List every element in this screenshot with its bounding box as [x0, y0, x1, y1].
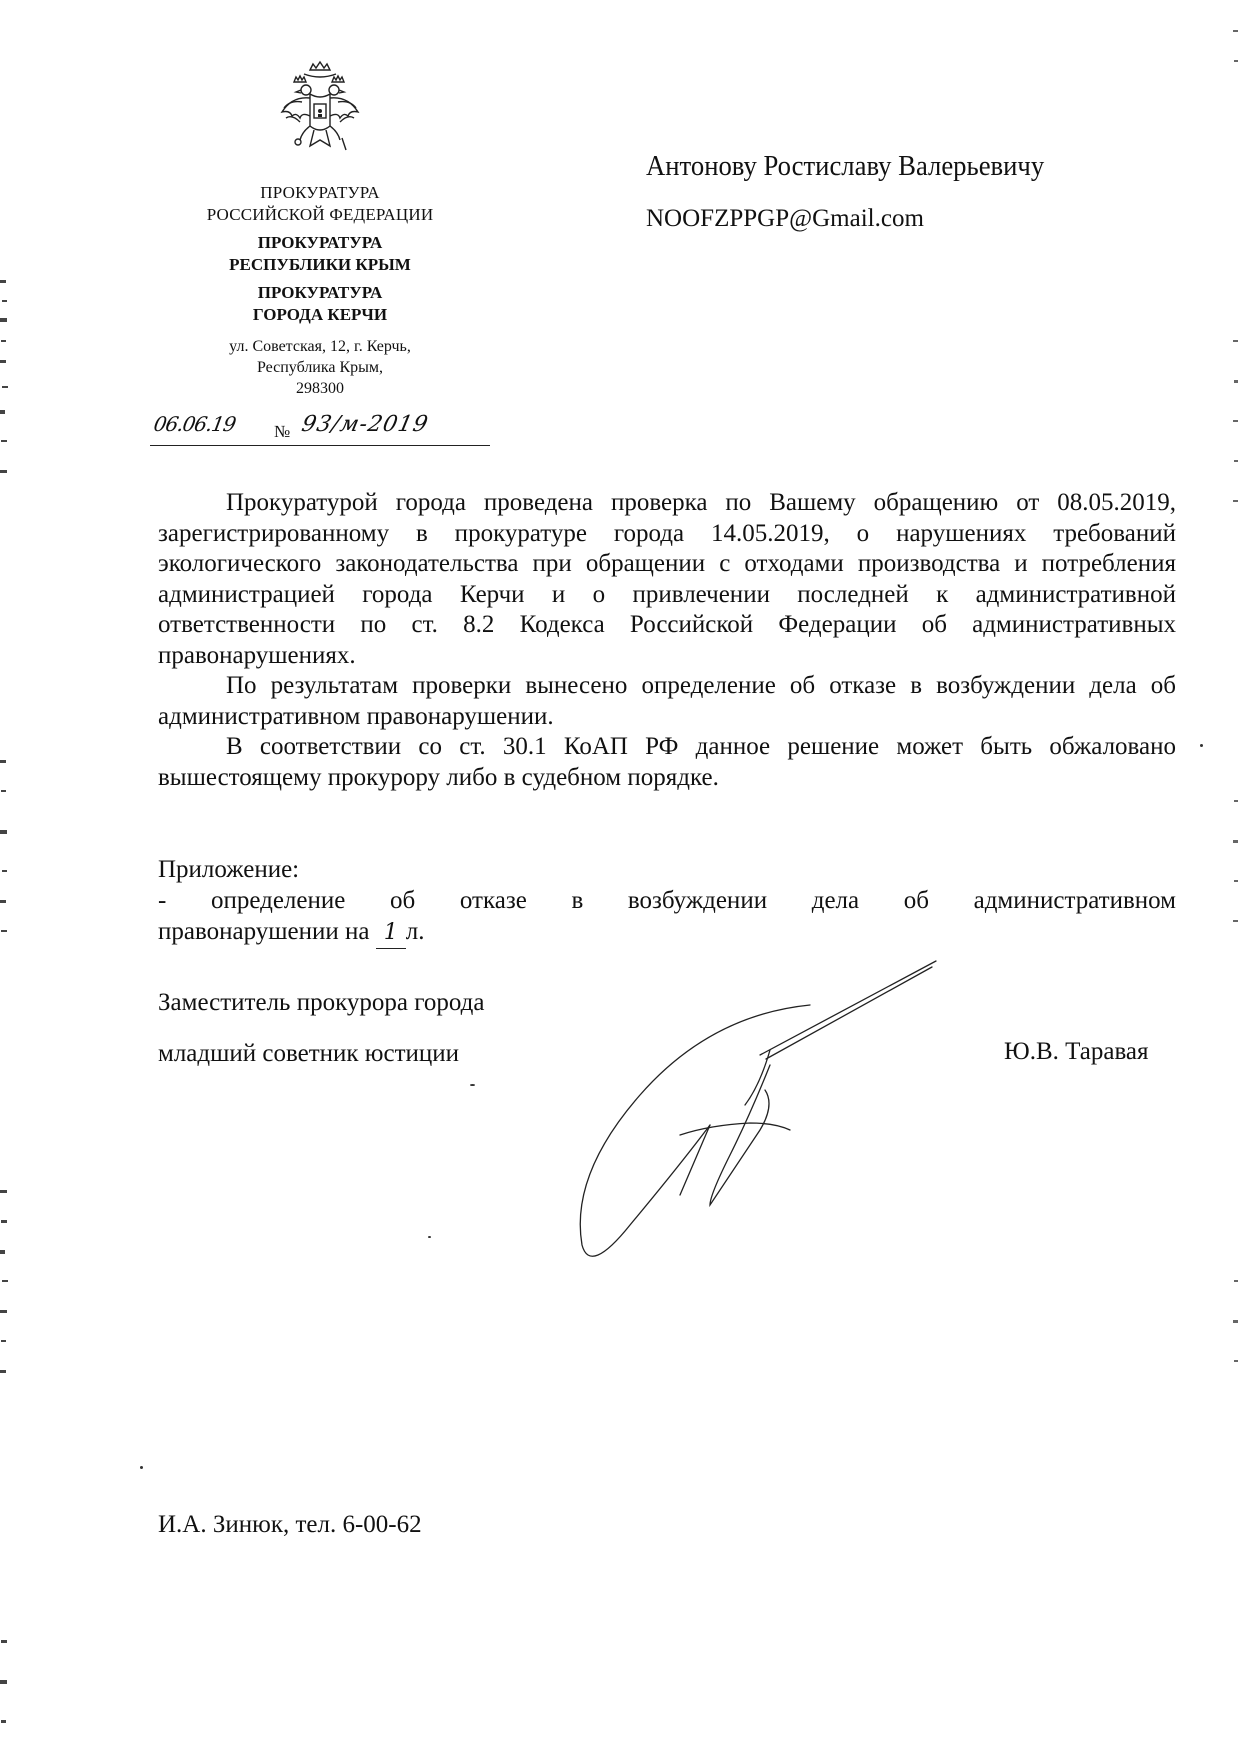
body-paragraph-1: Прокуратурой города проведена проверка по Вашему обращению от 08.05.2019, зарегистрированному в прокуратуре города 14.05.2019, о нарушениях требований экологического законодательства при обращении с отходами производства и потребления администрацией города Керчи и о привлечении последней к административной ответственности по ст. 8.2 Кодекса Российской Федерации об административных правонарушениях.	[158, 489, 1176, 669]
scan-edge-right	[1230, 0, 1240, 1753]
body-paragraph-2: По результатам проверки вынесено определение об отказе в возбуждении дела об административном правонарушении.	[158, 672, 1176, 730]
recipient-email: NOOFZPPGP@Gmail.com	[646, 205, 924, 232]
letterhead-city-office: ПРОКУРАТУРА	[257, 283, 383, 302]
letterhead-republic-office: ПРОКУРАТУРА	[257, 233, 383, 252]
letterhead-prosecutor-office: ПРОКУРАТУРА	[260, 183, 380, 202]
appendix-item-line2	[158, 916, 1176, 949]
letterhead-russian-federation: РОССИЙСКОЙ ФЕДЕРАЦИИ	[206, 205, 434, 224]
registration-number: 93/м-2019	[299, 412, 431, 437]
appendix-item-line1: - определение об отказе в возбуждении дела об административном	[158, 887, 1176, 914]
recipient-block	[646, 148, 1079, 234]
appendix-title: Приложение:	[158, 856, 300, 883]
sheets-unit: л.	[405, 918, 425, 945]
registration-line	[150, 412, 490, 448]
scan-speck	[470, 1084, 475, 1086]
handwritten-signature	[560, 955, 940, 1275]
appendix-item-text: правонарушении на	[158, 918, 370, 945]
scan-edge-left	[0, 0, 10, 1753]
appendix-block	[158, 854, 1176, 949]
executor-contact: И.А. Зинюк, тел. 6-00-62	[158, 1511, 422, 1538]
number-sign: №	[274, 422, 291, 441]
signer-position: Заместитель прокурора города	[158, 989, 485, 1016]
scan-speck	[140, 1466, 143, 1469]
signer-rank: младший советник юстиции	[158, 1040, 460, 1067]
recipient-name: Антонову Ростиславу Валерьевичу	[646, 150, 1045, 182]
body-paragraph-3: В соответствии со ст. 30.1 КоАП РФ данное решение может быть обжаловано вышестоящему прокурору либо в судебном порядке.	[158, 733, 1176, 791]
scan-speck	[428, 1236, 431, 1238]
address-street: ул. Советская, 12, г. Керчь,	[229, 338, 411, 355]
signer-name: Ю.В. Таравая	[1004, 1038, 1149, 1065]
letterhead-city-kerch: ГОРОДА КЕРЧИ	[252, 305, 388, 324]
address-postal-code: 298300	[296, 380, 344, 397]
scan-speck	[1200, 744, 1203, 747]
letterhead	[150, 60, 490, 399]
coat-of-arms-icon	[270, 60, 370, 160]
letterhead-republic-crimea: РЕСПУБЛИКИ КРЫМ	[229, 255, 411, 274]
registration-underline	[150, 445, 490, 446]
sheets-count: 1	[376, 917, 406, 949]
registration-date: 06.06.19	[151, 412, 238, 436]
letter-body	[158, 488, 1176, 793]
address-region: Республика Крым,	[256, 359, 384, 376]
